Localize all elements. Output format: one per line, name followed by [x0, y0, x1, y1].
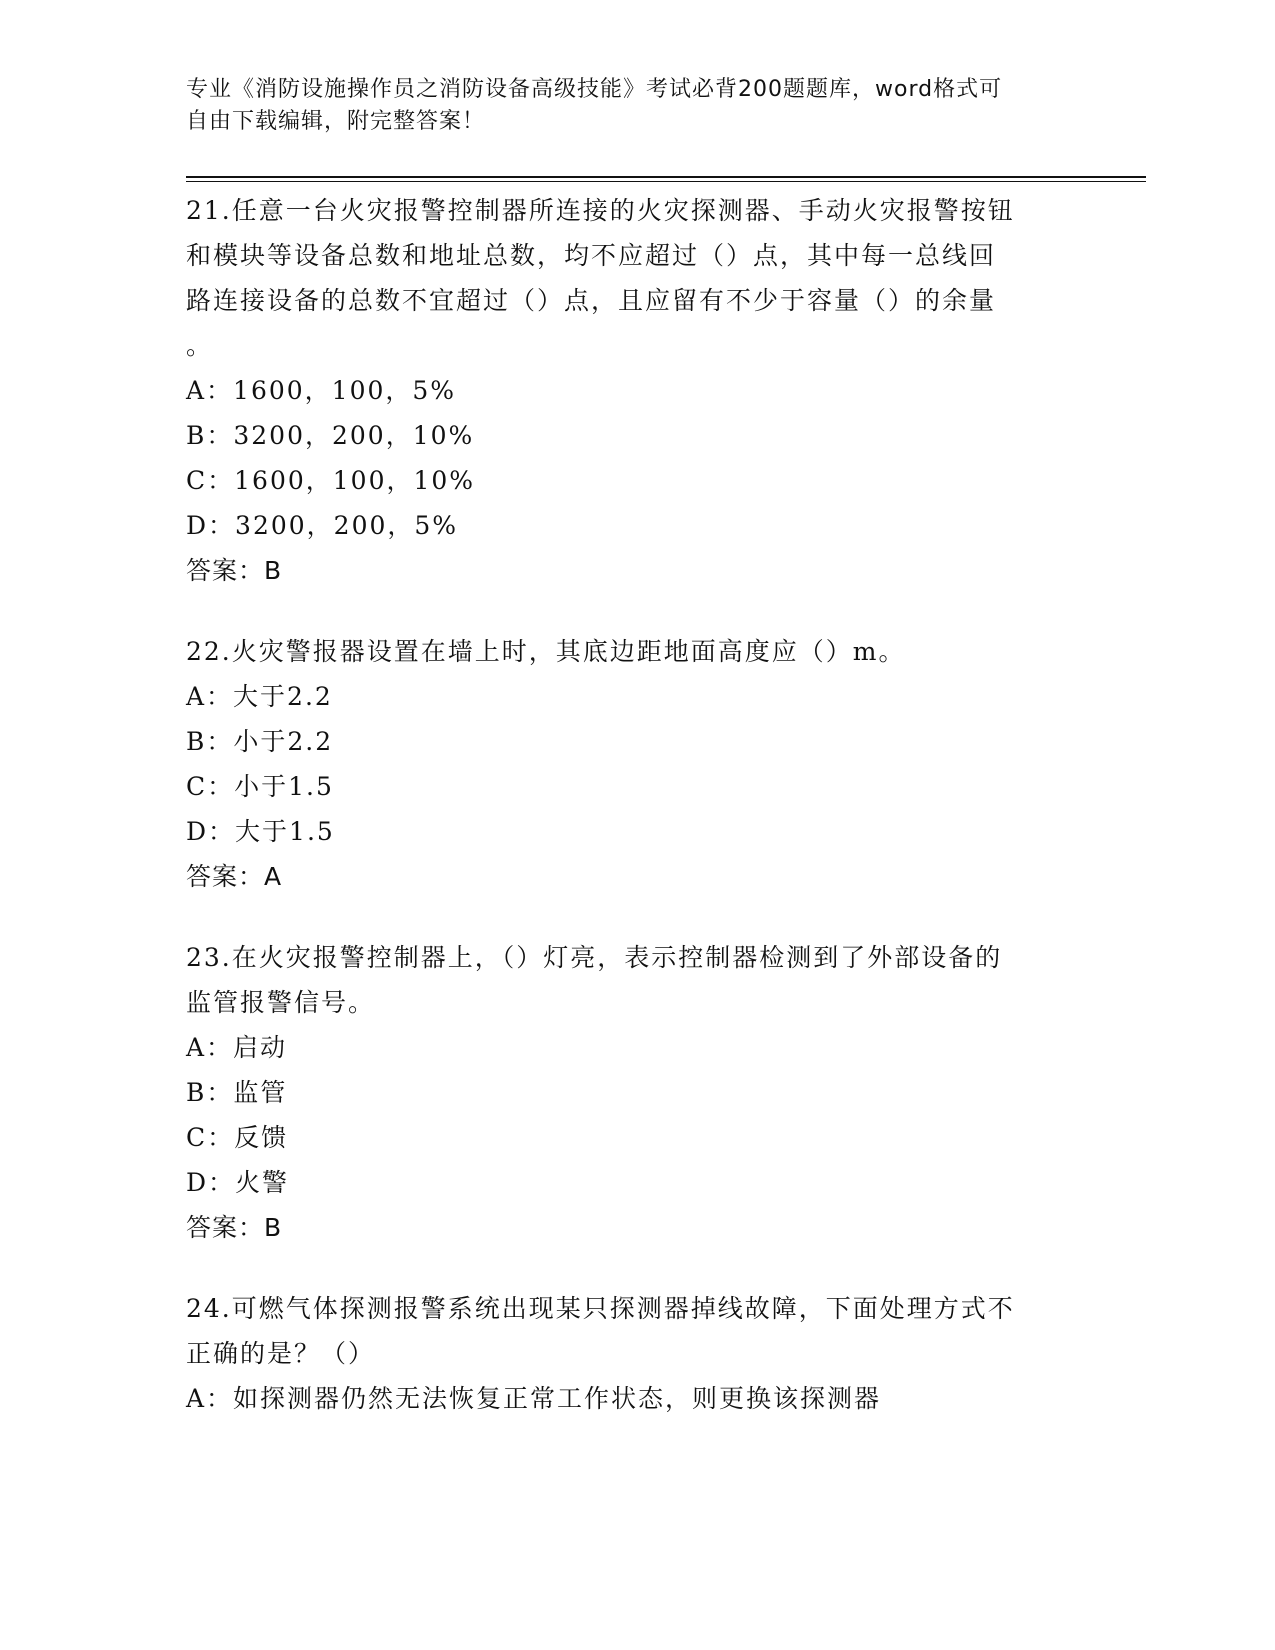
question-stem-line: 23.在火灾报警控制器上，（）灯亮，表示控制器检测到了外部设备的 — [186, 943, 1003, 972]
option-d: D：大于1.5 — [186, 817, 335, 846]
question-stem-line: 22.火灾警报器设置在墙上时，其底边距地面高度应（）m。 — [186, 637, 906, 666]
option-a: A：启动 — [186, 1033, 288, 1062]
question-stem-line: 21.任意一台火灾报警控制器所连接的火灾探测器、手动火灾报警按钮 — [186, 196, 1015, 225]
option-c: C：1600，100，10% — [186, 466, 476, 495]
question-24 — [186, 1286, 1086, 1421]
option-a: A：大于2.2 — [186, 682, 333, 711]
question-stem-line: 。 — [186, 331, 214, 360]
question-23 — [186, 935, 1086, 1250]
header-line: 自由下载编辑，附完整答案！ — [186, 109, 486, 134]
document-header — [186, 74, 1066, 138]
option-c: C：小于1.5 — [186, 772, 334, 801]
option-c: C：反馈 — [186, 1123, 289, 1152]
question-stem-line: 路连接设备的总数不宜超过（）点，且应留有不少于容量（）的余量 — [186, 286, 997, 315]
option-b: B：3200，200，10% — [186, 421, 475, 450]
option-d: D：3200，200，5% — [186, 511, 459, 540]
option-b: B：监管 — [186, 1078, 288, 1107]
option-d: D：火警 — [186, 1168, 290, 1197]
question-21 — [186, 188, 1086, 593]
header-divider-thick — [186, 176, 1146, 178]
option-a: A：1600，100，5% — [186, 376, 457, 405]
question-list — [186, 188, 1086, 1457]
option-a: A：如探测器仍然无法恢复正常工作状态，则更换该探测器 — [186, 1384, 882, 1413]
answer: 答案：A — [186, 862, 283, 891]
header-divider-thin — [186, 181, 1146, 182]
header-line: 专业《消防设施操作员之消防设备高级技能》考试必背200题题库，word格式可 — [186, 77, 1003, 102]
answer: 答案：B — [186, 1213, 283, 1242]
answer: 答案：B — [186, 556, 283, 585]
question-stem-line: 和模块等设备总数和地址总数，均不应超过（）点，其中每一总线回 — [186, 241, 997, 270]
option-b: B：小于2.2 — [186, 727, 334, 756]
question-stem-line: 监管报警信号。 — [186, 988, 376, 1017]
question-stem-line: 正确的是？（） — [186, 1339, 376, 1368]
question-stem-line: 24.可燃气体探测报警系统出现某只探测器掉线故障，下面处理方式不 — [186, 1294, 1015, 1323]
question-22 — [186, 629, 1086, 899]
